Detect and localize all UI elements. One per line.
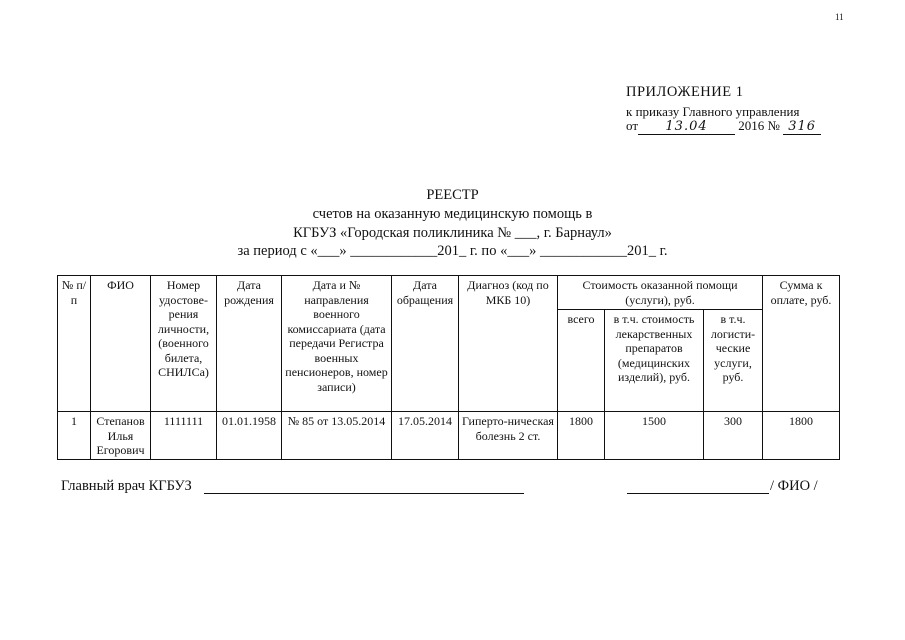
- header-cost: Стоимость оказанной помощи (услуги), руб.: [558, 276, 763, 310]
- header-visit-date: Дата обращения: [392, 276, 459, 412]
- date-prefix: от: [626, 118, 639, 133]
- signature-line: [204, 493, 524, 494]
- period-line: за период с «___» ____________201_ г. по «___» ____________201_ г.: [237, 243, 668, 259]
- table-row: [58, 412, 840, 460]
- cell-diagnosis: Гиперто-ническая болезнь 2 ст.: [459, 412, 558, 460]
- header-fio: ФИО: [91, 276, 151, 412]
- cell-num: 1: [58, 412, 91, 460]
- header-birth-date: Дата рождения: [217, 276, 282, 412]
- name-line: [627, 493, 769, 494]
- cell-logistic: 300: [704, 412, 763, 460]
- table-header-row: [58, 276, 840, 310]
- title-line-2: счетов на оказанную медицинскую помощь в: [312, 206, 593, 222]
- header-referral: Дата и № направления военного комиссариата (дата передачи Регистра военных пенсионеров, номер записи): [282, 276, 392, 412]
- title-line-3: КГБУЗ «Городская поликлиника № ___, г. Барнаул»: [293, 225, 612, 241]
- page-number: 11: [835, 12, 844, 22]
- cell-id: 1111111: [151, 412, 217, 460]
- order-reference: к приказу Главного управления: [626, 104, 800, 119]
- header-logistic: в т.ч. логисти-ческие услуги, руб.: [704, 310, 763, 412]
- cell-visit-date: 17.05.2014: [392, 412, 459, 460]
- header-num: № п/п: [58, 276, 91, 412]
- cell-referral: № 85 от 13.05.2014: [282, 412, 392, 460]
- cell-fio: Степанов Илья Егорович: [91, 412, 151, 460]
- header-total: всего: [558, 310, 605, 412]
- order-date-line: [626, 118, 821, 135]
- handwritten-number: 316: [783, 120, 821, 135]
- appendix-heading: ПРИЛОЖЕНИЕ 1: [626, 84, 744, 100]
- document-title: РЕЕСТР: [426, 187, 479, 203]
- header-drugs: в т.ч. стоимость лекарственных препаратов (медицинских изделий), руб.: [605, 310, 704, 412]
- registry-table: [57, 275, 840, 460]
- order-year: 2016 №: [738, 118, 780, 133]
- signature-label: Главный врач КГБУЗ: [61, 478, 192, 494]
- cell-sum: 1800: [763, 412, 840, 460]
- fio-label: / ФИО /: [770, 478, 818, 494]
- header-id: Номер удостове-рения личности, (военного билета, СНИЛСа): [151, 276, 217, 412]
- handwritten-date: 13.04: [638, 120, 735, 135]
- header-diagnosis: Диагноз (код по МКБ 10): [459, 276, 558, 412]
- cell-birth-date: 01.01.1958: [217, 412, 282, 460]
- cell-drugs: 1500: [605, 412, 704, 460]
- header-sum: Сумма к оплате, руб.: [763, 276, 840, 412]
- cell-total: 1800: [558, 412, 605, 460]
